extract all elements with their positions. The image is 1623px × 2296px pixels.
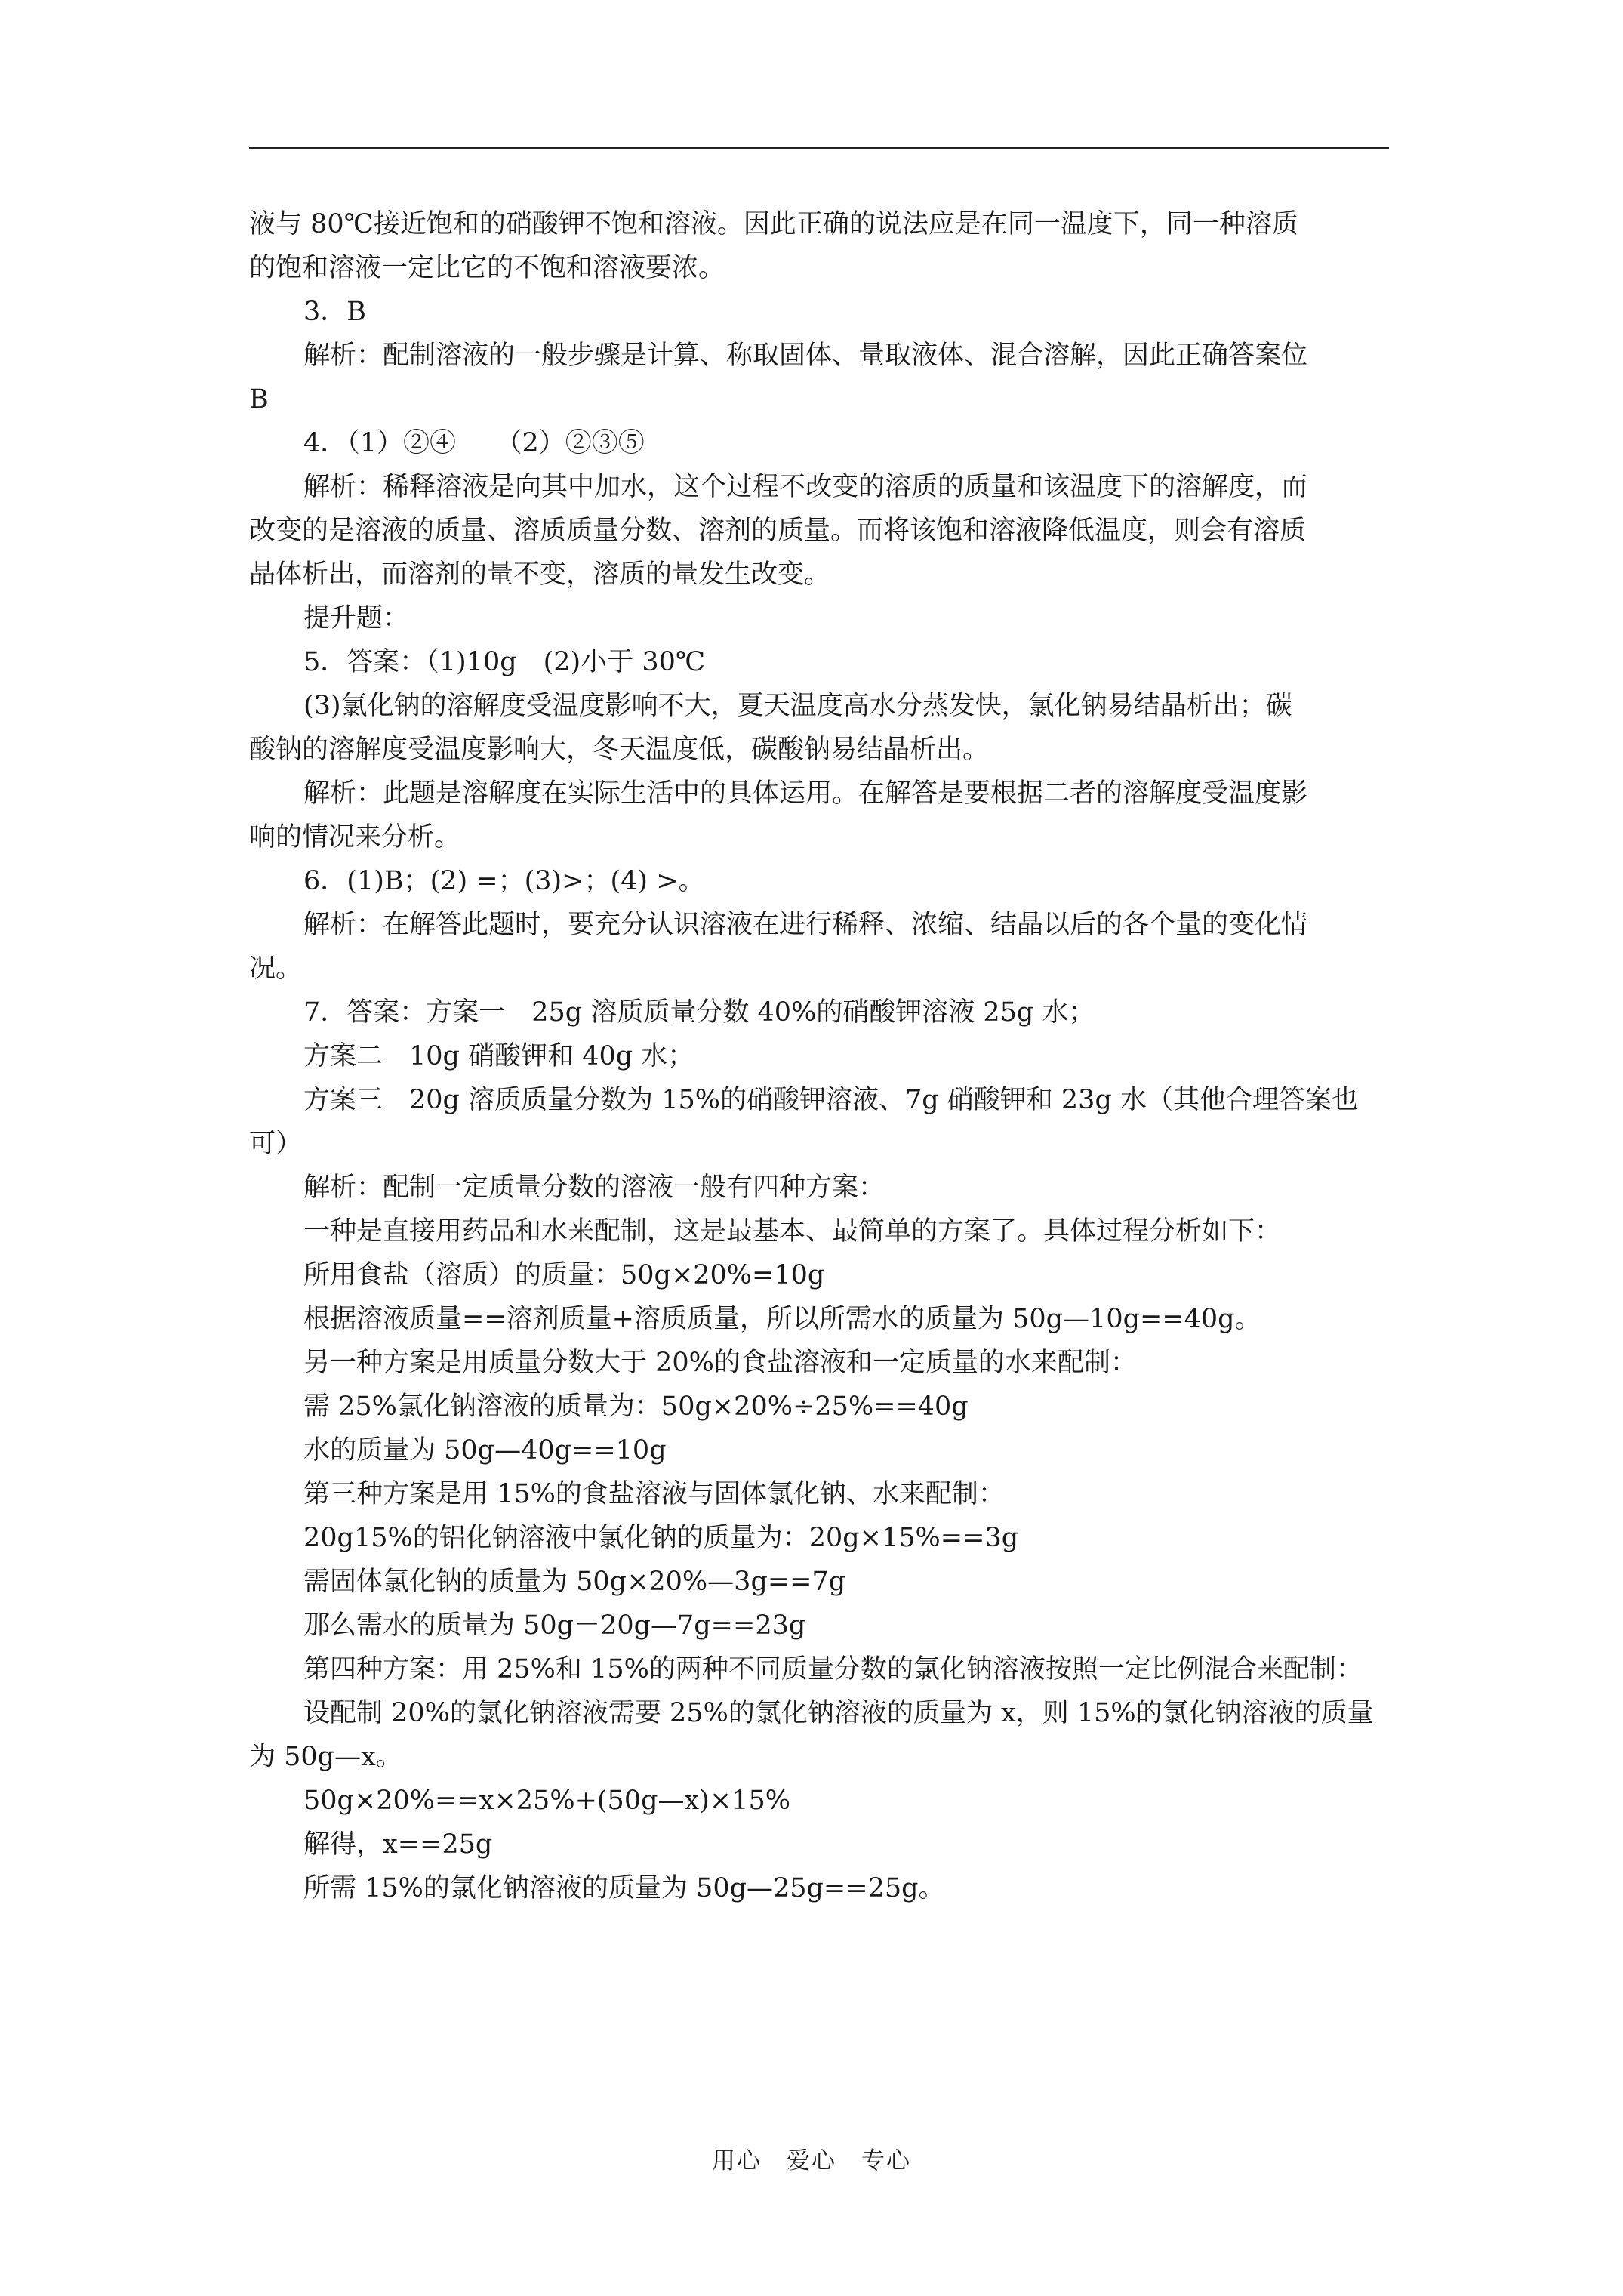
- document-body: [249, 202, 1389, 1910]
- text-line: 况。: [249, 954, 303, 984]
- text-line: 4．（1）②④ （2）②③⑤: [303, 428, 645, 458]
- text-line: 设配制 20%的氯化钠溶液需要 25%的氯化钠溶液的质量为 x，则 15%的氯化钠溶液的质量: [303, 1698, 1374, 1728]
- page-footer: 用心 爱心 专心: [712, 2147, 911, 2174]
- text-line: 方案二 10g 硝酸钾和 40g 水；: [303, 1041, 694, 1071]
- text-line: 6．(1)B；(2) =；(3)>；(4) >。: [303, 866, 705, 896]
- text-line: 提升题：: [303, 603, 410, 633]
- text-line: 第三种方案是用 15%的食盐溶液与固体氯化钠、水来配制：: [303, 1479, 1005, 1509]
- text-line: 解析：配制一定质量分数的溶液一般有四种方案：: [303, 1173, 885, 1203]
- text-line: 为 50g—x。: [249, 1742, 402, 1772]
- text-line: 50g×20%==x×25%+(50g—x)×15%: [303, 1786, 791, 1816]
- text-line: 根据溶液质量==溶剂质量+溶质质量，所以所需水的质量为 50g—10g==40g。: [303, 1304, 1261, 1334]
- text-line: B: [249, 384, 269, 415]
- text-line: 可）: [249, 1129, 303, 1159]
- text-line: 晶体析出，而溶剂的量不变，溶质的量发生改变。: [249, 559, 831, 590]
- text-line: 解得，x==25g: [303, 1829, 493, 1860]
- text-line: (3)氯化钠的溶解度受温度影响不大，夏天温度高水分蒸发快，氯化钠易结晶析出；碳: [303, 691, 1292, 721]
- text-line: 3．B: [303, 297, 366, 327]
- text-line: 酸钠的溶解度受温度影响大，冬天温度低，碳酸钠易结晶析出。: [249, 735, 990, 765]
- text-line: 的饱和溶液一定比它的不饱和溶液要浓。: [249, 253, 725, 283]
- text-line: 液与 80℃接近饱和的硝酸钾不饱和溶液。因此正确的说法应是在同一温度下，同一种溶质: [249, 209, 1298, 239]
- text-line: 另一种方案是用质量分数大于 20%的食盐溶液和一定质量的水来配制：: [303, 1348, 1137, 1378]
- text-line: 第四种方案：用 25%和 15%的两种不同质量分数的氯化钠溶液按照一定比例混合来配制：: [303, 1654, 1363, 1684]
- text-line: 一种是直接用药品和水来配制，这是最基本、最简单的方案了。具体过程分析如下：: [303, 1216, 1282, 1247]
- text-line: 改变的是溶液的质量、溶质质量分数、溶剂的质量。而将该饱和溶液降低温度，则会有溶质: [249, 516, 1307, 546]
- text-line: 所用食盐（溶质）的质量：50g×20%=10g: [303, 1260, 825, 1290]
- text-line: 需固体氯化钠的质量为 50g×20%—3g==7g: [303, 1567, 846, 1597]
- text-line: 需 25%氯化钠溶液的质量为：50g×20%÷25%==40g: [303, 1391, 969, 1422]
- text-line: 方案三 20g 溶质质量分数为 15%的硝酸钾溶液、7g 硝酸钾和 23g 水（其他合理答案也: [303, 1085, 1358, 1115]
- text-line: 那么需水的质量为 50g－20g—7g==23g: [303, 1610, 806, 1641]
- text-line: 所需 15%的氯化钠溶液的质量为 50g—25g==25g。: [303, 1873, 945, 1903]
- text-line: 5．答案：（1)10g (2)小于 30℃: [303, 647, 706, 677]
- text-line: 解析：稀释溶液是向其中加水，这个过程不改变的溶质的质量和该温度下的溶解度，而: [303, 472, 1308, 502]
- header-rule: [249, 147, 1389, 149]
- text-line: 解析：在解答此题时，要充分认识溶液在进行稀释、浓缩、结晶以后的各个量的变化情: [303, 910, 1308, 940]
- text-line: 响的情况来分析。: [249, 822, 461, 852]
- text-line: 解析：配制溶液的一般步骤是计算、称取固体、量取液体、混合溶解，因此正确答案位: [303, 341, 1308, 371]
- text-line: 水的质量为 50g—40g==10g: [303, 1435, 667, 1465]
- text-line: 20g15%的铝化钠溶液中氯化钠的质量为：20g×15%==3g: [303, 1523, 1019, 1553]
- text-line: 7．答案：方案一 25g 溶质质量分数 40%的硝酸钾溶液 25g 水；: [303, 997, 1095, 1028]
- text-line: 解析：此题是溶解度在实际生活中的具体运用。在解答是要根据二者的溶解度受温度影: [303, 778, 1308, 809]
